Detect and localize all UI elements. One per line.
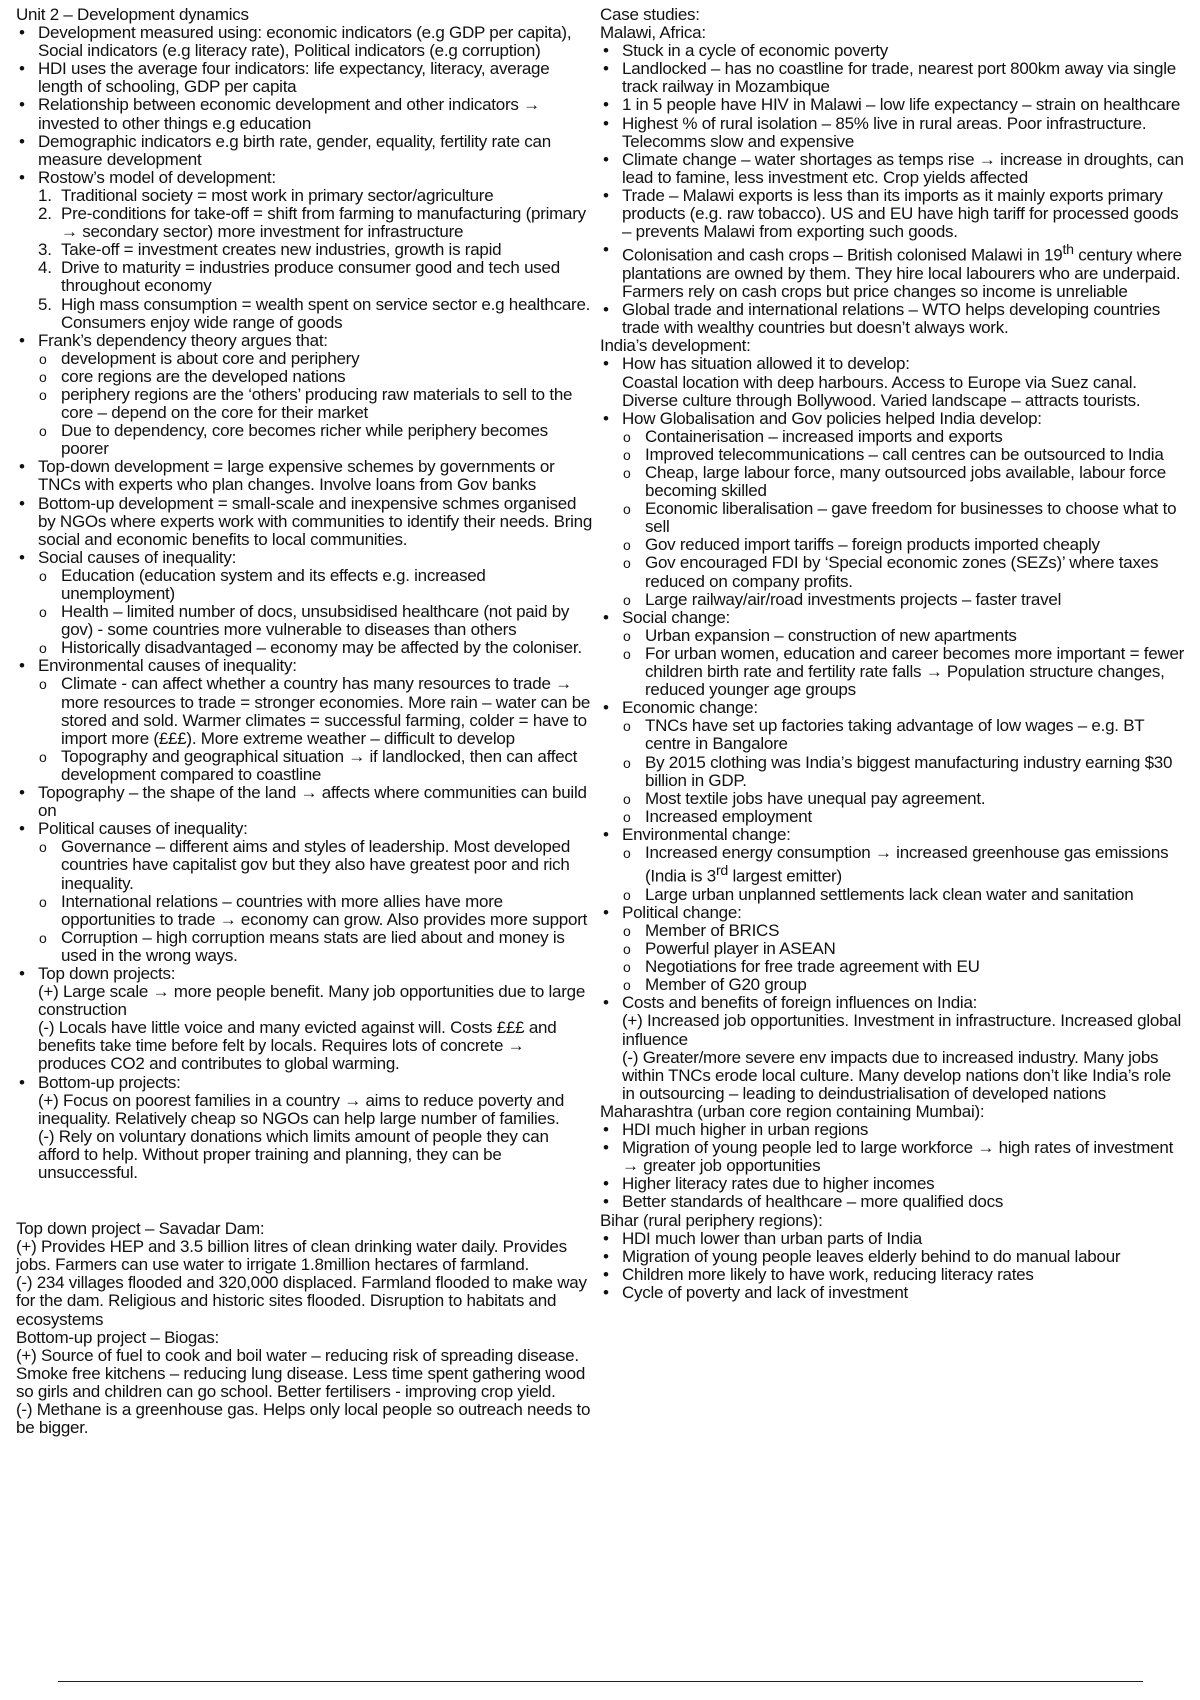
list-item: o Climate - can affect whether a country has many resources to trade → more resources to trade = stronger economies. More rain – water can be stored and sold. Warmer climates = successful farming, colder = have to import more (£££). More extreme weather – difficult to develop [38, 675, 594, 747]
list-item: • Highest % of rural isolation – 85% live in rural areas. Poor infrastructure. Telecomms slow and expensive [600, 115, 1185, 151]
political-change-heading: Political change: [622, 902, 742, 922]
bihar-list [600, 1230, 1185, 1302]
environmental-change-sublist [622, 844, 1185, 904]
list-item: • Demographic indicators e.g birth rate, gender, equality, fertility rate can measure development [16, 133, 594, 169]
list-item [600, 994, 1185, 1103]
list-item [600, 355, 1185, 409]
list-item [16, 549, 594, 658]
social-change-sublist [622, 627, 1185, 699]
malawi-title: Malawi, Africa: [600, 23, 706, 43]
bihar-title: Bihar (rural periphery regions): [600, 1210, 823, 1230]
list-item [600, 609, 1185, 699]
list-item: o Powerful player in ASEAN [622, 940, 1185, 958]
maharashtra-title: Maharashtra (urban core region containing Mumbai): [600, 1101, 985, 1121]
biogas-cons: (-) Methane is a greenhouse gas. Helps only local people so outreach needs to be bigger. [16, 1400, 591, 1438]
list-item: • Cycle of poverty and lack of investment [600, 1284, 1185, 1302]
biogas-title: Bottom-up project – Biogas: [16, 1327, 220, 1347]
list-item: • Bottom-up development = small-scale and inexpensive schmes organised by NGOs where experts work with communities to identify their needs. Bring social and economic benefits to local communities. [16, 495, 594, 549]
list-item: o TNCs have set up factories taking advantage of low wages – e.g. BT centre in Bangalore [622, 717, 1185, 753]
biogas-pros: (+) Source of fuel to cook and boil water – reducing risk of spreading disease. Smoke free kitchens – reducing lung disease. Less time spent gathering wood so girls and children can go school. Better fertilisers - improving crop yield. [16, 1345, 586, 1401]
footer-divider [58, 1681, 1143, 1682]
globalisation-sublist [622, 428, 1185, 609]
environmental-change-heading: Environmental change: [622, 824, 791, 844]
environmental-causes-heading: Environmental causes of inequality: [38, 656, 297, 676]
right-column [600, 6, 1185, 1302]
list-item: o core regions are the developed nations [38, 368, 594, 386]
list-item: o Improved telecommunications – call centres can be outsourced to India [622, 446, 1185, 464]
case-studies-title: Case studies: [600, 5, 700, 24]
list-item: • Relationship between economic development and other indicators → invested to other things e.g education [16, 96, 594, 132]
savadar-title: Top down project – Savadar Dam: [16, 1219, 265, 1239]
list-item: o Member of G20 group [622, 976, 1185, 994]
top-down-cons: (-) Locals have little voice and many evicted against will. Costs £££ and benefits take time before felt by locals. Requires lots of concrete → produces CO2 and contributes to global warming. [38, 1018, 557, 1074]
list-item: o development is about core and periphery [38, 350, 594, 368]
list-item: 5. High mass consumption = wealth spent on service sector e.g healthcare. Consumers enjoy wide range of goods [38, 294, 591, 332]
list-item: o Due to dependency, core becomes richer while periphery becomes poorer [38, 422, 594, 458]
list-item: • Stuck in a cycle of economic poverty [600, 42, 1185, 60]
list-item [600, 410, 1185, 609]
list-item: o periphery regions are the ‘others’ producing raw materials to sell to the core – depend on the core for their market [38, 386, 594, 422]
list-item [16, 965, 594, 1074]
list-item: o Negotiations for free trade agreement with EU [622, 958, 1185, 976]
list-item: o Member of BRICS [622, 922, 1185, 940]
list-item [600, 826, 1185, 904]
list-item: o Topography and geographical situation → if landlocked, then can affect development compared to coastline [38, 748, 594, 784]
list-item: 3. Take-off = investment creates new industries, growth is rapid [38, 240, 502, 260]
unit-bullet-list [16, 24, 594, 1182]
list-item [16, 820, 594, 965]
list-item: o For urban women, education and career becomes more important = fewer children birth rate and fertility rate falls → Population structure changes, reduced younger age groups [622, 645, 1185, 699]
list-item: • Migration of young people leaves elderly behind to do manual labour [600, 1248, 1185, 1266]
bottom-up-projects-heading: • Bottom-up projects: [38, 1072, 181, 1092]
list-item [16, 332, 594, 459]
list-item [16, 1074, 594, 1183]
list-item: • Development measured using: economic indicators (e.g GDP per capita), Social indicators (e.g literacy rate), Political indicators (e.g corruption) [16, 24, 594, 60]
top-down-projects-heading: • Top down projects: [38, 963, 176, 983]
biogas-section [16, 1329, 594, 1438]
malawi-list [600, 42, 1185, 337]
list-item: • Global trade and international relations – WTO helps developing countries trade with wealthy countries but doesn’t always work. [600, 301, 1185, 337]
economic-change-heading: Economic change: [622, 698, 758, 718]
list-item: • Landlocked – has no coastline for trade, nearest port 800km away via single track railway in Mozambique [600, 60, 1185, 96]
list-item: o Health – limited number of docs, unsubsidised healthcare (not paid by gov) - some countries more vulnerable to diseases than others [38, 603, 594, 639]
foreign-influence-cons: (-) Greater/more severe env impacts due to increased industry. Many jobs within TNCs erode local culture. Many develop nations don’t like India’s role in outsourcing – leading to deindustrialisation of developed nations [622, 1047, 1171, 1103]
list-item: • Colonisation and cash crops – British colonised Malawi in 19th century where plantations are owned by them. They hire local labourers who are underpaid. Farmers rely on cash crops but price changes so income is unreliable [600, 241, 1185, 301]
savadar-cons: (-) 234 villages flooded and 320,000 displaced. Farmland flooded to make way for the dam. Religious and historic sites flooded. Disruption to habitats and ecosystems [16, 1273, 587, 1329]
list-item: o Cheap, large labour force, many outsourced jobs available, labour force becoming skilled [622, 464, 1185, 500]
foreign-influence-heading: • Costs and benefits of foreign influences on India: [622, 993, 978, 1013]
social-change-heading: Social change: [622, 607, 731, 627]
rostow-stages-list [38, 187, 594, 332]
left-column [16, 6, 594, 1437]
list-item: • HDI uses the average four indicators: life expectancy, literacy, average length of schooling, GDP per capita [16, 60, 594, 96]
maharashtra-list [600, 1121, 1185, 1211]
list-item: o Increased energy consumption → increased greenhouse gas emissions (India is 3rd largest emitter) [622, 844, 1185, 886]
economic-change-sublist [622, 717, 1185, 826]
list-item: • 1 in 5 people have HIV in Malawi – low life expectancy – strain on healthcare [600, 96, 1185, 114]
list-item: o Gov reduced import tariffs – foreign products imported cheaply [622, 536, 1185, 554]
list-item: • Top-down development = large expensive schemes by governments or TNCs with experts who plan changes. Involve loans from Gov banks [16, 458, 594, 494]
environmental-causes-sublist [38, 675, 594, 784]
list-item: o International relations – countries with more allies have more opportunities to trade → economy can grow. Also provides more support [38, 893, 594, 929]
list-item: 2. Pre-conditions for take-off = shift from farming to manufacturing (primary → secondary sector) more investment for infrastructure [38, 204, 586, 242]
list-item: o Governance – different aims and styles of leadership. Most developed countries have capitalist gov but they also have greatest poor and rich inequality. [38, 838, 594, 892]
list-item: • Topography – the shape of the land → affects where communities can build on [16, 784, 594, 820]
list-item: • Children more likely to have work, reducing literacy rates [600, 1266, 1185, 1284]
list-item: o Most textile jobs have unequal pay agreement. [622, 790, 1185, 808]
list-item: 4. Drive to maturity = industries produce consumer good and tech used throughout economy [38, 258, 560, 296]
frank-heading: Frank’s dependency theory argues that: [38, 330, 328, 350]
unit-title: Unit 2 – Development dynamics [16, 5, 249, 24]
political-causes-sublist [38, 838, 594, 965]
india-title: India’s development: [600, 336, 751, 356]
list-item [16, 657, 594, 784]
savadar-pros: (+) Provides HEP and 3.5 billion litres of clean drinking water daily. Provides jobs. Farmers can use water to irrigate 1.8million hectares of farmland. [16, 1237, 567, 1275]
foreign-influence-pros: (+) Increased job opportunities. Investment in infrastructure. Increased global influence [622, 1011, 1182, 1049]
list-item: o Containerisation – increased imports and exports [622, 428, 1185, 446]
savadar-dam-section [16, 1220, 594, 1329]
list-item: • Trade – Malawi exports is less than its imports as it mainly exports primary products (e.g. raw tobacco). US and EU have high tariff for processed goods – prevents Malawi from exporting such goods. [600, 187, 1185, 241]
list-item: o Education (education system and its effects e.g. increased unemployment) [38, 567, 594, 603]
list-item: o Economic liberalisation – gave freedom for businesses to choose what to sell [622, 500, 1185, 536]
bottom-up-cons: (-) Rely on voluntary donations which limits amount of people they can afford to help. Without proper training and planning, they can be unsuccessful. [38, 1126, 549, 1182]
list-item: • Better standards of healthcare – more qualified docs [600, 1193, 1185, 1211]
list-item [16, 169, 594, 332]
political-change-sublist [622, 922, 1185, 994]
india-list [600, 355, 1185, 1103]
list-item: o Historically disadvantaged – economy may be affected by the coloniser. [38, 639, 594, 657]
frank-sublist [38, 350, 594, 459]
list-item: 1. Traditional society = most work in primary sector/agriculture [38, 185, 494, 205]
list-item: o Large railway/air/road investments projects – faster travel [622, 591, 1185, 609]
list-item: • HDI much lower than urban parts of India [600, 1230, 1185, 1248]
list-item: o By 2015 clothing was India’s biggest manufacturing industry earning $30 billion in GDP. [622, 754, 1185, 790]
list-item [600, 699, 1185, 826]
social-causes-heading: Social causes of inequality: [38, 547, 237, 567]
spacer [16, 1182, 594, 1220]
bottom-up-pros: (+) Focus on poorest families in a country → aims to reduce poverty and inequality. Relatively cheap so NGOs can help large number of families. [38, 1090, 565, 1128]
list-item: o Urban expansion – construction of new apartments [622, 627, 1185, 645]
list-item: o Corruption – high corruption means stats are lied about and money is used in the wrong ways. [38, 929, 594, 965]
india-situation-question: • How has situation allowed it to develop: [622, 354, 910, 374]
top-down-pros: (+) Large scale → more people benefit. Many job opportunities due to large construction [38, 982, 586, 1020]
list-item [600, 904, 1185, 994]
list-item: o Increased employment [622, 808, 1185, 826]
list-item: o Gov encouraged FDI by ‘Special economic zones (SEZs)’ where taxes reduced on company profits. [622, 554, 1185, 590]
list-item: • HDI much higher in urban regions [600, 1121, 1185, 1139]
list-item: • Migration of young people led to large workforce → high rates of investment → greater job opportunities [600, 1139, 1185, 1175]
rostow-heading: Rostow’s model of development: [38, 167, 276, 187]
social-causes-sublist [38, 567, 594, 657]
list-item: • Climate change – water shortages as temps rise → increase in droughts, can lead to famine, less investment etc. Crop yields affected [600, 151, 1185, 187]
list-item: • Higher literacy rates due to higher incomes [600, 1175, 1185, 1193]
list-item: o Large urban unplanned settlements lack clean water and sanitation [622, 886, 1185, 904]
globalisation-heading: How Globalisation and Gov policies helped India develop: [622, 408, 1042, 428]
india-situation-answer: Coastal location with deep harbours. Access to Europe via Suez canal. Diverse culture through Bollywood. Varied landscape – attracts tourists. [622, 372, 1141, 410]
political-causes-heading: Political causes of inequality: [38, 819, 248, 839]
